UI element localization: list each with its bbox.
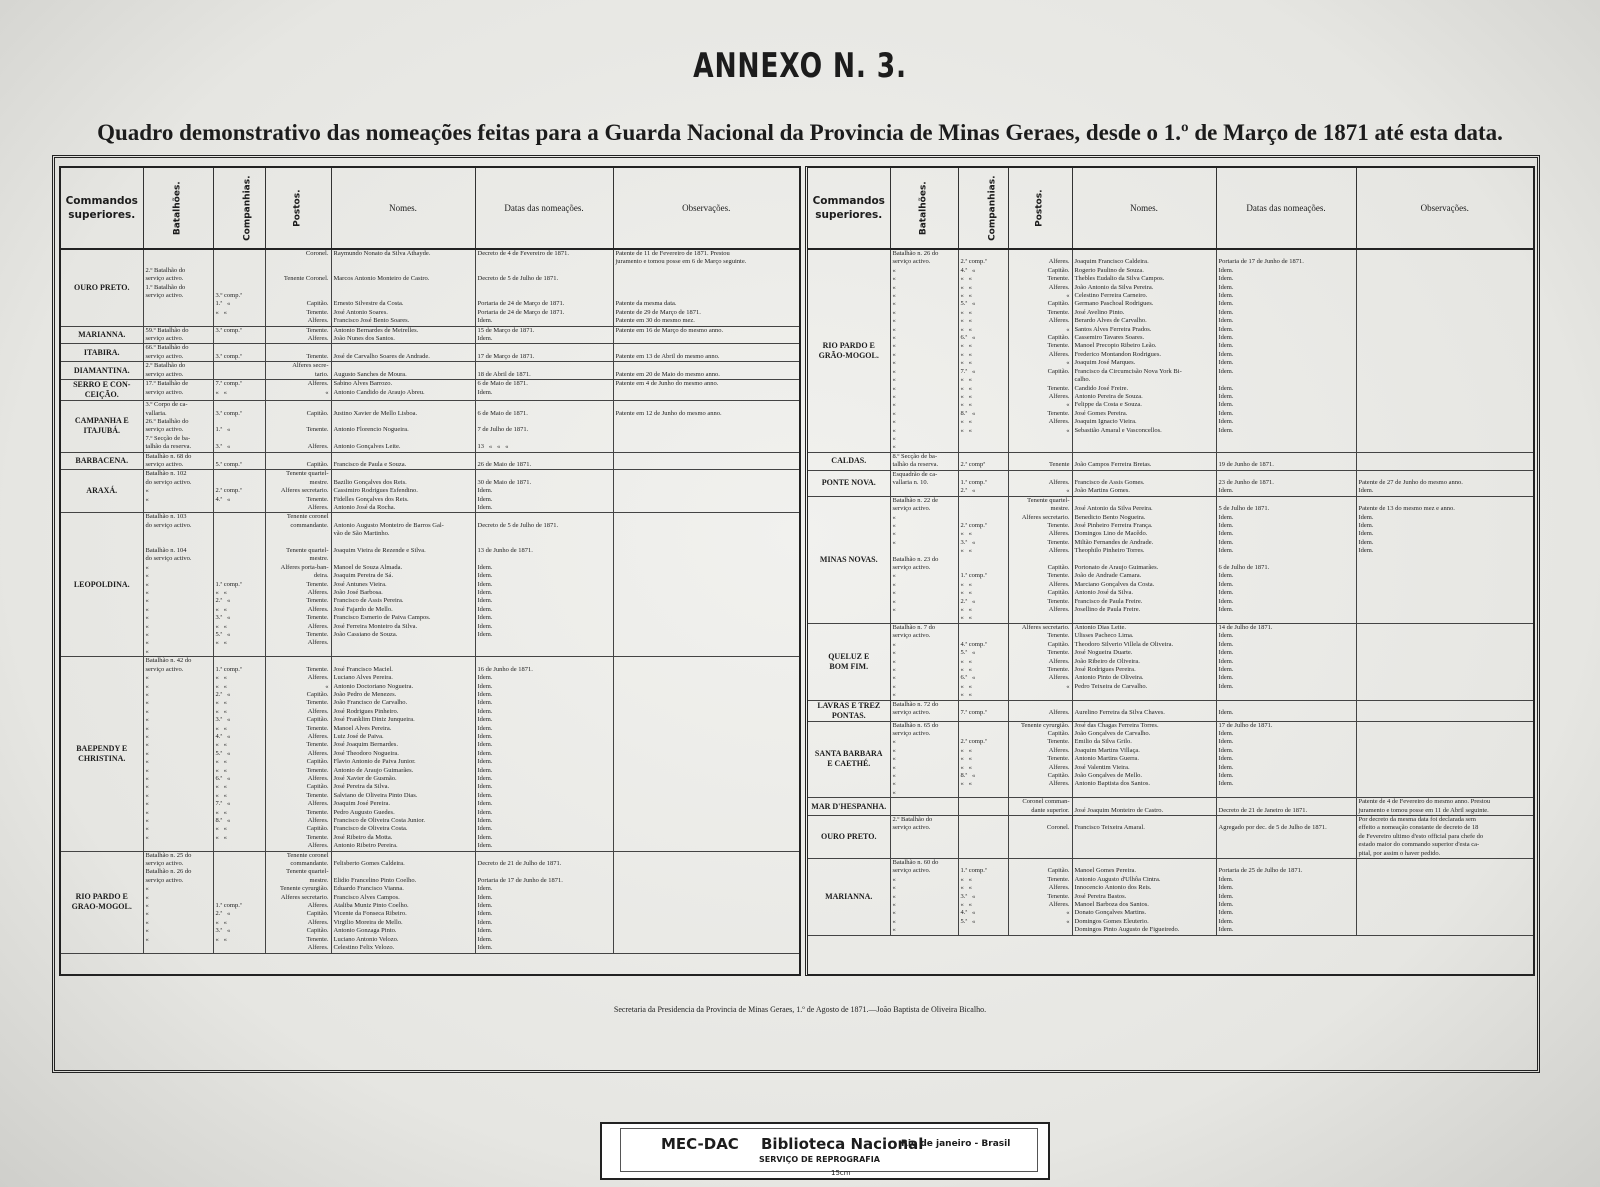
posto-cell: Alferes. « [265,380,331,401]
batalhao-cell: 2.º Batalhão do serviço activo. [143,362,213,380]
observacao-cell [613,657,799,851]
header-batalhoes: Batalhões. [143,168,213,249]
observacao-cell: Patente em 16 de Março do mesmo anno. [613,326,799,344]
posto-cell: Alferes. [1008,700,1072,721]
batalhao-cell: Batalhão n. 103 do serviço activo. Batalhão n. 104 do serviço activo. « « « « « « « « « « « [143,513,213,657]
data-cell: Portaria de 25 de Julho de 1871. Idem. Idem. Idem. Idem. Idem. Idem. Idem. [1216,859,1356,936]
companhia-cell: 3.ª comp.ª [213,326,265,344]
posto-cell: Tenente. Alferes. [265,326,331,344]
companhia-cell: 7.ª comp.ª [958,700,1008,721]
data-cell: 14 de Julho de 1871. Idem. Idem. Idem. Idem. Idem. Idem. Idem. [1216,623,1356,700]
data-cell: Portaria de 17 de Junho de 1871. Idem. Idem. Idem. Idem. Idem. Idem. Idem. Idem. Idem. Idem. Idem. Idem. Idem. Idem. Idem. Idem. Idem. Idem. Idem. [1216,249,1356,452]
annex-title: ANNEXO N. 3. [693,46,907,86]
observacao-cell: Patente em 4 de Junho do mesmo anno. [613,380,799,401]
observacao-cell [1356,623,1533,700]
posto-cell: Alferes. « [1008,470,1072,496]
companhia-cell: 2.ª comp.ª « « 3.ª « « « 1.ª comp.ª « « « « 2.ª « « « « « [958,496,1008,623]
observacao-cell: Por decreto da mesma data foi declarada sem effeito a nomeação constante de decreto de 18 de Fevereiro ultimo d'esto official para chefe do estado maior do commando superior d'esta ca- pital, por assim o haver pedido. [1356,816,1533,859]
nome-cell: José Francisco Maciel. Luciano Alves Pereira. Antonio Doctoriano Nogueira. João Pedro de Menezes. João Francisco de Carvalho. José Rodrigues Pinheiro. José Franklim Diniz Junqueira. Manoel Alves Pereira. Luiz José de Paiva. José Joaquim Bernardes. José Theodoro Nogueira. Flavio Antonio de Paiva Junior. Antonio de Araujo Guimarães. José Xavier de Gusmão. José Pereira da Silva. Salviano de Oliveira Pinto Dias. Joaquim José Pereira. Pedro Augusto Guedes. Francisco de Oliveira Costa Junior. Francisco de Oliveira Costa. José Ribeiro da Motta. Antonio Ribeiro Pereira. [331,657,475,851]
table-row [808,249,1533,452]
table-row [808,816,1533,859]
commando-cell: MINAS NOVAS. [808,496,890,623]
nome-cell: Antonio Bernardes de Meirelles. João Nunes dos Santos. [331,326,475,344]
batalhao-cell: Batalhão n. 72 do serviço activo. [890,700,958,721]
data-cell: Decreto de 4 de Fevereiro de 1871. Decreto de 5 de Julho de 1871. Portaria de 24 de Março de 1871. Portaria de 24 de Março de 1871. Idem. [475,249,613,326]
table-row [808,721,1533,798]
batalhao-cell: 2.º Batalhão do serviço activo. [890,816,958,859]
header-observacoes: Observações. [1356,168,1533,249]
data-cell: Idem. [1216,700,1356,721]
nome-cell: Antonio Augusto Monteiro de Barros Gal- vão de São Martinho. Joaquim Vieira de Rezende e Silva. Manoel de Souza Almada. Joaquim Pereira de Sá. José Antunes Vieira. João José Barbosa. Francisco de Assis Pereira. José Fajardo de Mello. Francisco Esmerio de Paiva Campos. José Ferreira Monteiro da Silva. João Cassiano de Souza. [331,513,475,657]
companhia-cell: 7.ª comp.ª « « [213,380,265,401]
posto-cell: Coronel. Tenente Coronel. Capitão. Tenente. Alferes. [265,249,331,326]
posto-cell: Tenente cyrurgião. Capitão. Tenente. Alferes. Tenente. Alferes. Capitão. Alferes. [1008,721,1072,798]
header-companhias: Companhias. [958,168,1008,249]
posto-cell: Capitão. Tenente. Alferes. Tenente. Alferes. « « [1008,859,1072,936]
commando-cell: PONTE NOVA. [808,470,890,496]
right-table [805,166,1535,976]
nome-cell: Raymundo Nonato da Silva Athayde. Marcos Antonio Monteiro de Castro. Ernesto Silvestre da Costa. José Antonio Soares. Francisco José Bento Soares. [331,249,475,326]
commando-cell: LAVRAS E TREZ PONTAS. [808,700,890,721]
table-row [808,700,1533,721]
table-row [61,452,799,470]
table-row [808,470,1533,496]
batalhao-cell: Esquadrão de ca- vallaria n. 10. [890,470,958,496]
data-cell: 5 de Julho de 1871. Idem. Idem. Idem. Idem. Idem. 6 de Julho de 1871. Idem. Idem. Idem. Idem. Idem. [1216,496,1356,623]
nome-cell: Justino Xavier de Mello Lisboa. Antonio Florencio Nogueira. Antonio Gonçalves Leite. [331,401,475,452]
observacao-cell: Patente de 27 de Junho do mesmo anno. Idem. [1356,470,1533,496]
commando-cell: SERRO E CON- CEIÇÃO. [61,380,143,401]
data-cell: 18 de Abril de 1871. [475,362,613,380]
nome-cell: João Campos Ferreira Bretas. [1072,452,1216,470]
commando-cell: QUELUZ E BOM FIM. [808,623,890,700]
left-table [59,166,801,976]
companhia-cell: 1.ª comp.ª « « 2.ª « « « 3.ª « « « 5.ª « « « [213,513,265,657]
stamp-library: Biblioteca Nacional [761,1135,924,1153]
table-row [61,344,799,362]
posto-cell: Coronel comman- dante superior. [1008,798,1072,816]
table-row [61,380,799,401]
table-row [808,452,1533,470]
posto-cell: Alferes. Capitão. Tenente. Alferes. « Capitão. Tenente. Alferes. « Capitão. Tenente. Alferes. « Capitão. Tenente. Alferes. « Tenente. Alferes. « [1008,249,1072,452]
observacao-cell [613,452,799,470]
commando-cell: MARIANNA. [808,859,890,936]
companhia-cell: 1.ª comp.ª « « « « 3.ª « « « 4.ª « 5.ª « [958,859,1008,936]
observacao-cell: Patente em 12 de Junho do mesmo anno. [613,401,799,452]
companhia-cell: 2.ª comp.ª 4.ª « [213,470,265,513]
header-postos: Postos. [265,168,331,249]
data-cell: Agregado por dec. de 5 de Julho de 1871. [1216,816,1356,859]
data-cell: 19 de Junho de 1871. [1216,452,1356,470]
companhia-cell: 3.º comp.ª 1.ª « « « [213,249,265,326]
table-row [61,851,799,953]
table-row [61,249,799,326]
nome-cell: José Joaquim Monteiro de Castro. [1072,798,1216,816]
table-row [61,401,799,452]
nome-cell: Sabino Alves Barrozo. Antonio Candido de Araujo Abreu. [331,380,475,401]
table-row [61,326,799,344]
commando-cell: OURO PRETO. [808,816,890,859]
batalhao-cell: Batalhão n. 60 do serviço activo. « « « « « « « [890,859,958,936]
observacao-cell [1356,452,1533,470]
posto-cell: Tenente coronel commandante. Tenente quartel- mestre. Alferes porta-ban- deira. Tenente. Alferes. Tenente. Alferes. Tenente. Alferes. Tenente. Alferes. [265,513,331,657]
data-cell: 26 de Maio de 1871. [475,452,613,470]
observacao-cell [1356,859,1533,936]
commando-cell: DIAMANTINA. [61,362,143,380]
data-cell: 16 de Junho de 1871. Idem. Idem. Idem. Idem. Idem. Idem. Idem. Idem. Idem. Idem. Idem. Idem. Idem. Idem. Idem. Idem. Idem. Idem. Idem. Idem. Idem. [475,657,613,851]
commando-cell: MARIANNA. [61,326,143,344]
header-datas: Datas das nomeações. [1216,168,1356,249]
batalhao-cell [890,798,958,816]
table-row [808,623,1533,700]
companhia-cell: 2.ª comp.ª « « « « « « 8.ª « « « [958,721,1008,798]
batalhao-cell: 8.º Secção de ba- talhão da reserva. [890,452,958,470]
header-observacoes: Observações. [613,168,799,249]
posto-cell: Alferes secretario. Tenente. Capitão. Tenente. Alferes. Tenente. Alferes. « [1008,623,1072,700]
observacao-cell: Patente em 13 de Abril do mesmo anno. [613,344,799,362]
data-cell: 23 de Junho de 1871. Idem. [1216,470,1356,496]
observacao-cell: Patente de 4 de Fevereiro do mesmo anno. Prestou juramento e tomou posse em 11 de Abril seguinte. [1356,798,1533,816]
nome-cell: Manoel Gomes Pereira. Antonio Augusto d'Ulhôa Cintra. Innocencio Antonio dos Reis. José Pereira Bastos. Manoel Barboza dos Santos. Donato Gonçalves Martins. Domingos Gomes Eleuterio. Domingos Pinto Augusto de Figueiredo. [1072,859,1216,936]
stamp-scale: 15cm [831,1169,851,1177]
header-companhias: Companhias. [213,168,265,249]
companhia-cell: 1.ª comp.ª 2.ª « « « 3.ª « « « [213,851,265,953]
companhia-cell: 1.ª comp.ª 2.ª « [958,470,1008,496]
stamp-mec: MEC-DAC [661,1135,739,1153]
companhia-cell: 3.ª comp.ª 1.ª « 3.ª « [213,401,265,452]
posto-cell: Tenente. Alferes. « Capitão. Tenente. Alferes. Capitão. Tenente. Alferes. Tenente. Alferes. Capitão. Tenente. Alferes. Capitão. Tenente. Alferes. Tenente. Alferes. Capitão. Tenente. Alferes. [265,657,331,851]
nome-cell: Bazilio Gonçalves dos Reis. Cassimiro Rodrigues Esfendino. Fidelles Gonçalves dos Reis. Antonio José da Rocha. [331,470,475,513]
observacao-cell [1356,249,1533,452]
header-commandos: Commandos superiores. [808,168,890,249]
commando-cell: SANTA BARBARA E CAETHÉ. [808,721,890,798]
nome-cell: Joaquim Francisco Caldeira. Rogerio Paulino de Souza. Thebles Eudalio da Silva Campos. João Antonio da Silva Pereira. Celestino Ferreira Carneiro. Germano Paschoal Rodrigues. José Avelino Pinto. Berardo Alves de Carvalho. Santos Alves Ferreira Prados. Cassemiro Tavares Soares. Manoel Precopio Ribeiro Leão. Frederico Montandon Rodrigues. Joaquim José Marques. Francisco da Circumcisão Nova York Bi- calho. Candido José Freire. Antonio Pereira de Souza. Felippe da Costa e Souza. José Gomes Pereira. Joaquim Ignacio Vieira. Sebastião Amaral e Vasconcellos. [1072,249,1216,452]
nome-cell: Felisberto Gomes Caldeira. Elidio Francelino Pinto Coelho. Eduardo Francisco Vianna. Francisco Alves Campos. Ataliba Muniz Pinto Coelho. Vicente da Fonseca Ribeiro. Virgilio Moreira de Mello. Antonio Gonzaga Pinto. Luciano Antonio Velozo. Celestino Felix Velozo. [331,851,475,953]
posto-cell: Tenente coronel commandante. Tenente quartel- mestre. Tenente cyrurgião. Alferes secretario. Alferes. Capitão. Alferes. Capitão. Tenente. Alferes. [265,851,331,953]
commando-cell: ARAXÁ. [61,470,143,513]
nome-cell: José Antonio da Silva Pereira. Benedicto Bento Nogueira. José Pinheiro Ferreira França. Domingos Lino de Macêdo. Miltão Fernandes de Andrade. Theophilo Pinheiro Torres. Portonato de Araujo Guimarães. João de Andrade Camara. Marciano Gonçalves da Costa. Antonio José da Silva. Francisco de Paula Freire. Josellino de Paula Freire. [1072,496,1216,623]
data-cell: 30 de Maio de 1871. Idem. Idem. Idem. [475,470,613,513]
table-row [61,657,799,851]
observacao-cell [613,470,799,513]
data-cell: 6 de Maio de 1871. Idem. [475,380,613,401]
companhia-cell: 2.ª compª [958,452,1008,470]
table-row [808,859,1533,936]
batalhao-cell: Batalhão n. 65 do serviço activo. « « « « « « « [890,721,958,798]
stamp-service: SERVIÇO DE REPROGRAFIA [759,1155,880,1164]
nome-cell: Francisco Teixeira Amaral. [1072,816,1216,859]
posto-cell: Alferes secre- tario. [265,362,331,380]
library-stamp [600,1122,1050,1180]
companhia-cell: 5.ª comp.ª [213,452,265,470]
posto-cell: Tenente [1008,452,1072,470]
observacao-cell: Patente de 11 de Fevereiro de 1871. Prestou juramento e tomou posse em 6 de Março seguinte. Patente da mesma data. Patente de 29 de Março de 1871. Patente em 30 do mesmo mez. [613,249,799,326]
companhia-cell: 3.ª comp.ª [213,344,265,362]
nome-cell: José das Chagas Ferreira Torres. João Gonçalves de Carvalho. Emilio da Silva Grilo. Joaquim Martins Villaça. Antonio Martins Guerra. José Valentim Vieira. João Gonçalves de Mello. Antonio Baptista dos Santos. [1072,721,1216,798]
observacao-cell [1356,700,1533,721]
commando-cell: ITABIRA. [61,344,143,362]
observacao-cell [613,851,799,953]
header-datas: Datas das nomeações. [475,168,613,249]
observacao-cell: Patente de 13 do mesmo mez e anno. Idem. Idem. Idem. Idem. Idem. [1356,496,1533,623]
commando-cell: RIO PARDO E GRAO-MOGOL. [61,851,143,953]
commando-cell: CALDAS. [808,452,890,470]
nome-cell: Antonio Dias Leite. Ulisses Pacheco Lima. Theodoro Silverio Villela de Oliveira. José Nogueira Duarte. João Ribeiro de Oliveira. José Rodrigues Pereira. Antonio Pinto de Oliveira. Pedro Teixeira de Carvalho. [1072,623,1216,700]
batalhao-cell: 17.º Batalhão de serviço activo. [143,380,213,401]
data-cell: 17 de Março de 1871. [475,344,613,362]
header-nomes: Nomes. [1072,168,1216,249]
commando-cell: LEOPOLDINA. [61,513,143,657]
header-postos: Postos. [1008,168,1072,249]
companhia-cell: 1.ª comp.ª « « « « 2.ª « « « « « 3.ª « « « 4.ª « « « 5.ª « « « « « 6.ª « « « « « 7.ª « « « 8.ª « « « « « [213,657,265,851]
data-cell: Decreto de 21 de Julho de 1871. Portaria de 17 de Junho de 1871. Idem. Idem. Idem. Idem. Idem. Idem. Idem. Idem. [475,851,613,953]
stamp-city: Rio de janeiro - Brasil [901,1139,1011,1149]
commando-cell: CAMPANHA E ITAJUBÁ. [61,401,143,452]
table-row [808,496,1533,623]
observacao-cell [1356,721,1533,798]
header-nomes: Nomes. [331,168,475,249]
nome-cell: Augusto Sanches de Moura. [331,362,475,380]
posto-cell: Tenente quartel- mestre. Alferes secretario. Tenente. Alferes. Tenente. Alferes. Capitão. Tenente. Alferes. Capitão. Tenente. Alferes. [1008,496,1072,623]
companhia-cell [958,798,1008,816]
nome-cell: José de Carvalho Soares de Andrade. [331,344,475,362]
batalhao-cell: Batalhão n. 26 do serviço activo. « « « « « « « « « « « « « « « « « « « « « « [890,249,958,452]
batalhao-cell: Batalhão n. 22 de serviço activo. « « « « Batalhão n. 23 do serviço activo. « « « « « [890,496,958,623]
table-row [61,470,799,513]
commando-cell: BAEPENDY E CHRISTINA. [61,657,143,851]
batalhao-cell: Batalhão n. 102 do serviço activo. « « [143,470,213,513]
commando-cell: OURO PRETO. [61,249,143,326]
companhia-cell [213,362,265,380]
commando-cell: MAR D'HESPANHA. [808,798,890,816]
commando-cell: RIO PARDO E GRÃO-MOGOL. [808,249,890,452]
data-cell: 17 de Julho de 1871. Idem. Idem. Idem. Idem. Idem. Idem. Idem. [1216,721,1356,798]
header-batalhoes: Batalhões. [890,168,958,249]
header-commandos: Commandos superiores. [61,168,143,249]
posto-cell: Tenente quartel- mestre. Alferes secretario. Tenente. Alferes. [265,470,331,513]
nome-cell: Francisco de Assis Gomes. João Martins Gomes. [1072,470,1216,496]
data-cell: 6 de Maio de 1871. 7 de Julho de 1871. 13 « « « [475,401,613,452]
table-frame [52,155,1540,1073]
nome-cell: Aurelino Ferreira da Silva Chaves. [1072,700,1216,721]
batalhao-cell: 59.º Batalhão do serviço activo. [143,326,213,344]
header-row [808,168,1533,249]
table-row [61,362,799,380]
nome-cell: Francisco de Paula e Souza. [331,452,475,470]
table-row [808,798,1533,816]
table-row [61,513,799,657]
posto-cell: Capitão. Tenente. Alferes. [265,401,331,452]
posto-cell: Coronel. [1008,816,1072,859]
commando-cell: BARBACENA. [61,452,143,470]
signature-line: Secretaria da Presidencia da Provincia de Minas Geraes, 1.º de Agosto de 1871.—João Baptista de Oliveira Bicalho. [613,1005,987,1014]
companhia-cell [958,816,1008,859]
companhia-cell: 2.ª comp.ª 4.ª « « « « « « « 5.ª « « « « « « « 6.ª « « « « « « « 7.ª « « « « « « « « « 8.ª « « « « « [958,249,1008,452]
batalhao-cell: Batalhão n. 25 do serviço activo. Batalhão n. 26 do serviço activo. « « « « « « « [143,851,213,953]
posto-cell: Tenente. [265,344,331,362]
header-row [61,168,799,249]
batalhao-cell: Batalhão n. 68 do serviço activo. [143,452,213,470]
data-cell: Decreto de 5 de Julho de 1871. 13 de Junho de 1871. Idem. Idem. Idem. Idem. Idem. Idem. Idem. Idem. Idem. [475,513,613,657]
observacao-cell: Patente em 20 de Maio do mesmo anno. [613,362,799,380]
companhia-cell: 4.ª comp.ª 5.ª « « « « « 6.ª « « « « « [958,623,1008,700]
batalhao-cell: Batalhão n. 7 do serviço activo. « « « « « « « [890,623,958,700]
batalhao-cell: 2.º Batalhão do serviço activo. 1.º Batalhão do serviço activo. [143,249,213,326]
batalhao-cell: 3.º Corpo de ca- vallaria. 26.º Batalhão do serviço activo. 7.º Secção de ba- talhão da reserva. [143,401,213,452]
batalhao-cell: 66.º Batalhão do serviço activo. [143,344,213,362]
data-cell: 15 de Março de 1871. Idem. [475,326,613,344]
document-subtitle: Quadro demonstrativo das nomeações feitas para a Guarda Nacional da Provincia de Minas Geraes, desde o 1.º de Março de 1871 até esta data. [97,120,1503,145]
posto-cell: Capitão. [265,452,331,470]
data-cell: Decreto de 21 de Janeiro de 1871. [1216,798,1356,816]
observacao-cell [613,513,799,657]
batalhao-cell: Batalhão n. 42 do serviço activo. « « « « « « « « « « « « « « « « « « « « [143,657,213,851]
